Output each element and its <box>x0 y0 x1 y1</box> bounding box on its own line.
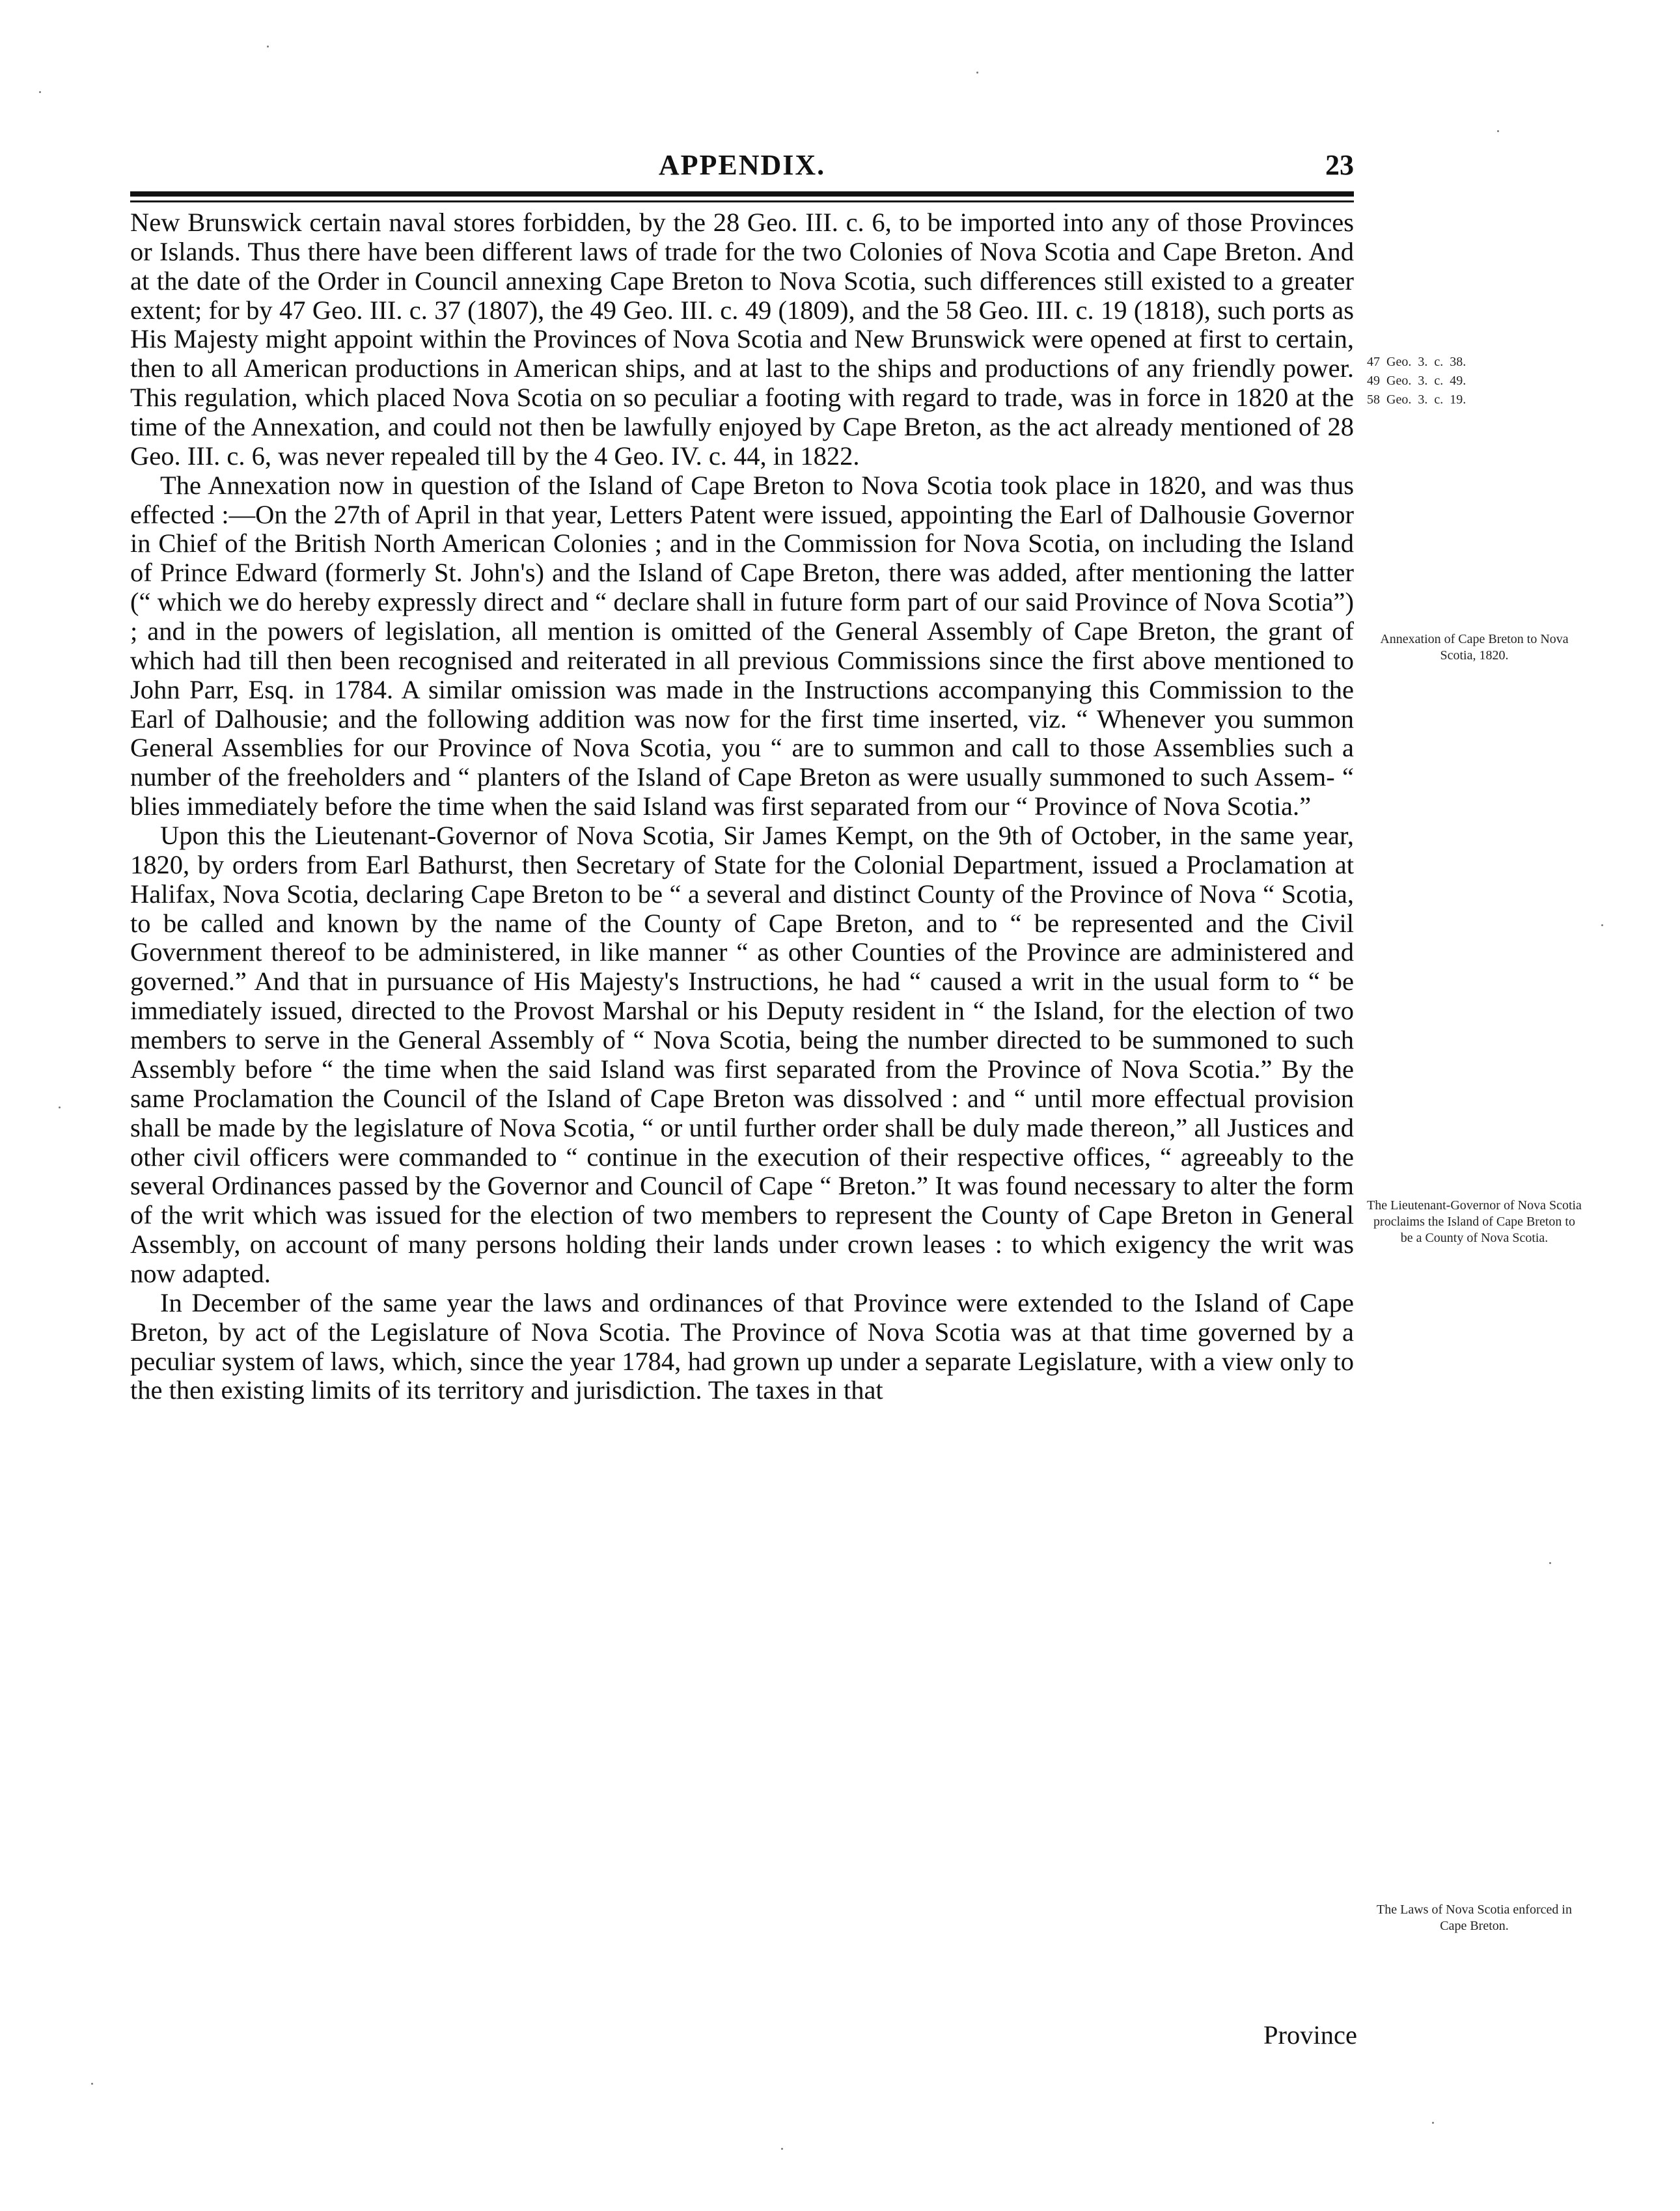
scan-speck <box>39 91 41 93</box>
margin-note-statutes: 47 Geo. 3. c. 38. 49 Geo. 3. c. 49. 58 Geo. 3. c. 19. <box>1367 355 1467 407</box>
scan-speck <box>1601 924 1603 926</box>
page-number: 23 <box>1325 149 1354 181</box>
catchword: Province <box>1263 2020 1357 2050</box>
page-title: APPENDIX. <box>658 149 826 181</box>
scan-speck <box>1549 1562 1551 1564</box>
body-text <box>130 208 1354 1405</box>
scan-speck <box>1497 130 1499 132</box>
paragraph-3: Upon this the Lieutenant-Governor of Nova Scotia, Sir James Kempt, on the 9th of October, in the same year, 1820, by orders from Earl Bathurst, then Secretary of State for the Colonial Department, issued a Proclamation at Halifax, Nova Scotia, declaring Cape Breton to be “ a several and distinct County of the Province of Nova “ Scotia, to be called and known by the name of the County of Cape Breton, and to “ be represented and the Civil Government thereof to be administered, in like manner “ as other Counties of the Province are administered and governed.” And that in pursuance of His Majesty's Instructions, he had “ caused a writ in the usual form to “ be immediately issued, directed to the Provost Marshal or his Deputy resident in “ the Island, for the election of two members to serve in the General Assembly of “ Nova Scotia, being the number directed to be summoned to such Assembly before “ the time when the said Island was first separated from the Province of Nova Scotia.” By the same Proclamation the Council of the Island of Cape Breton was dissolved : and “ until more effectual provision shall be made by the legislature of Nova Scotia, “ or until further order shall be duly made thereon,” all Justices and other civil officers were commanded to “ continue in the execution of their respective offices, “ agreeably to the several Ordinances passed by the Governor and Council of Cape “ Breton.” It was found necessary to alter the form of the writ which was issued for the election of two members to represent the County of Cape Breton in General Assembly, on account of many persons holding their lands under crown leases : to which exigency the writ was now adapted. <box>130 821 1354 1288</box>
running-head <box>130 148 1354 187</box>
paragraph-1: New Brunswick certain naval stores forbidden, by the 28 Geo. III. c. 6, to be imported into any of those Provinces or Islands. Thus there have been different laws of trade for the two Colonies of Nova Scotia and Cape Breton. And at the date of the Order in Council annexing Cape Breton to Nova Scotia, such differences still existed to a greater extent; for by 47 Geo. III. c. 37 (1807), the 49 Geo. III. c. 49 (1809), and the 58 Geo. III. c. 19 (1818), such ports as His Majesty might appoint within the Provinces of Nova Scotia and New Brunswick were opened at first to certain, then to all American productions in American ships, and at last to the ships and productions of any friendly power. This regulation, which placed Nova Scotia on so peculiar a footing with regard to trade, was in force in 1820 at the time of the Annexation, and could not then be lawfully enjoyed by Cape Breton, as the act already mentioned of 28 Geo. III. c. 6, was never repealed till by the 4 Geo. IV. c. 44, in 1822. <box>130 208 1354 471</box>
header-rule-thin <box>130 200 1354 202</box>
scan-speck <box>1432 2122 1434 2124</box>
margin-note-annexation: Annexation of Cape Breton to Nova Scotia, 1820. <box>1380 632 1569 663</box>
header-rule-thick <box>130 191 1354 197</box>
paragraph-2: The Annexation now in question of the Island of Cape Breton to Nova Scotia took place in 1820, and was thus effected :—On the 27th of April in that year, Letters Patent were issued, appointing the Earl of Dalhousie Governor in Chief of the British North American Colonies ; and in the Commission for Nova Scotia, on including the Island of Prince Edward (formerly St. John's) and the Island of Cape Breton, there was added, after mentioning the latter (“ which we do hereby expressly direct and “ declare shall in future form part of our said Province of Nova Scotia”) ; and in the powers of legislation, all mention is omitted of the General Assembly of Cape Breton, the grant of which had till then been recognised and reiterated in all previous Commissions since the first above mentioned to John Parr, Esq. in 1784. A similar omission was made in the Instructions accompanying this Commission to the Earl of Dalhousie; and the following addition was now for the first time inserted, viz. “ Whenever you summon General Assemblies for our Province of Nova Scotia, you “ are to summon and call to those Assemblies such a number of the freeholders and “ planters of the Island of Cape Breton as were usually summoned to such Assem- “ blies immediately before the time when the said Island was first separated from our “ Province of Nova Scotia.” <box>130 470 1354 821</box>
scan-speck <box>59 1106 61 1108</box>
margin-note-laws: The Laws of Nova Scotia enforced in Cape Breton. <box>1377 1902 1572 1933</box>
paragraph-4: In December of the same year the laws and ordinances of that Province were extended to the Island of Cape Breton, by act of the Legislature of Nova Scotia. The Province of Nova Scotia was at that time governed by a peculiar system of laws, which, since the year 1784, had grown up under a separate Legislature, with a view only to the then existing limits of its territory and jurisdiction. The taxes in that <box>130 1287 1354 1405</box>
margin-note-proclamation: The Lieutenant-Governor of Nova Scotia proclaims the Island of Cape Breton to be a County of Nova Scotia. <box>1367 1198 1582 1245</box>
scan-speck <box>267 46 269 48</box>
scan-speck <box>781 2148 783 2150</box>
scan-speck <box>91 2083 93 2085</box>
scan-speck <box>976 72 978 74</box>
